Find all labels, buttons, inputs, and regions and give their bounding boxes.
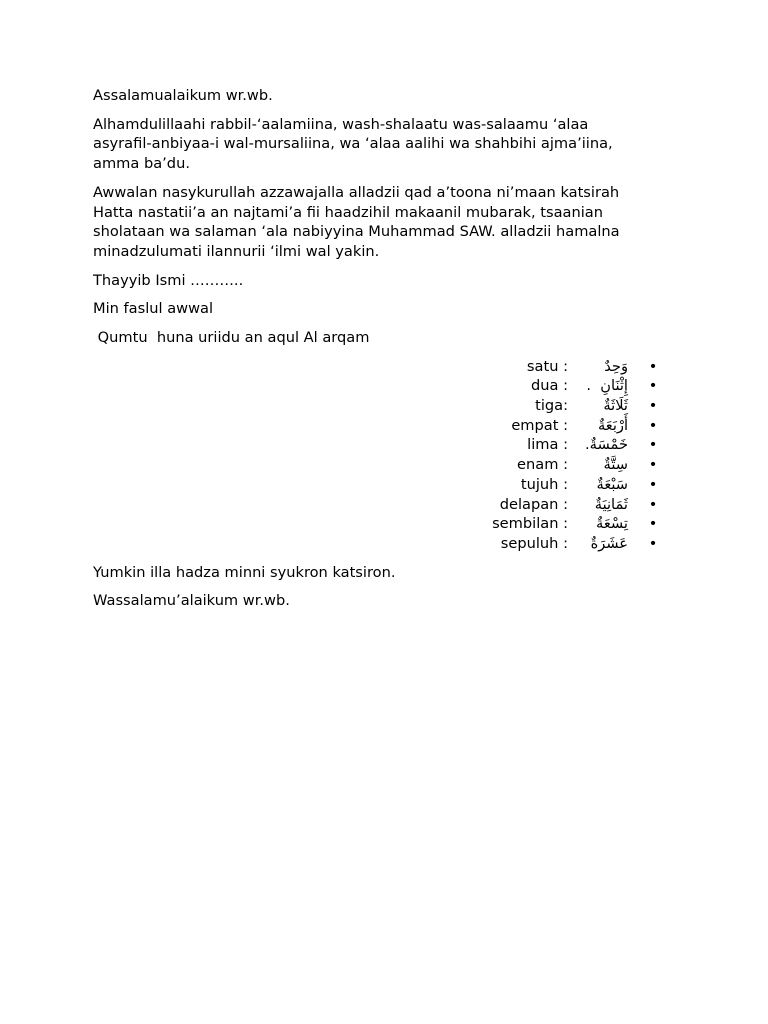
bullet-icon: • (648, 436, 658, 454)
intro-line: Hatta nastatii’a an najtami’a fii haadzihil makaanil mubarak, tsaanian (93, 203, 603, 221)
farewell-line: Wassalamu’alaikum wr.wb. (93, 592, 290, 610)
number-arabic: ثَمَانِيَةٌ (594, 495, 628, 513)
list-item (93, 534, 673, 554)
number-arabic: سَبْعَةٌ (596, 475, 628, 493)
list-item (93, 495, 673, 515)
bullet-icon: • (648, 515, 658, 533)
opening-paragraph (93, 115, 673, 174)
list-item (93, 396, 673, 416)
number-latin: enam : (517, 456, 568, 474)
bullet-icon: • (648, 475, 658, 493)
number-arabic: تِسْعَةٌ (596, 515, 628, 533)
bullet-icon: • (648, 456, 658, 474)
number-latin: sepuluh : (500, 534, 568, 552)
greeting-line: Assalamualaikum wr.wb. (93, 87, 273, 104)
list-item (93, 455, 673, 475)
number-arabic: خَمْسَةٌ. (585, 436, 628, 454)
intro-paragraph (93, 183, 673, 262)
bullet-icon: • (648, 357, 658, 375)
number-latin: delapan : (499, 495, 568, 513)
numbers-intro-line: Qumtu huna uriidu an aqul Al arqam (93, 329, 370, 347)
number-arabic: ثَلَاثَةٌ (603, 397, 628, 415)
list-item (93, 357, 673, 377)
number-latin: sembilan : (492, 515, 568, 533)
list-item (93, 435, 673, 455)
chapter-line: Min faslul awwal (93, 300, 214, 318)
bullet-icon: • (648, 416, 658, 434)
number-arabic: أَرْبَعَةٌ (597, 416, 628, 434)
number-latin: tiga: (535, 397, 568, 415)
intro-line: sholataan wa salaman ‘ala nabiyyina Muhammad SAW. alladzii hamalna (93, 223, 620, 241)
numbers-list (93, 357, 673, 554)
opening-line: Alhamdulillaahi rabbil-‘aalamiina, wash-shalaatu was-salaamu ‘alaa (93, 115, 589, 133)
number-arabic: إِثْنَانِ . (586, 377, 628, 395)
list-item (93, 376, 673, 396)
list-item (93, 416, 673, 436)
bullet-icon: • (648, 397, 658, 415)
number-arabic: سِتَّةٌ (603, 456, 628, 474)
opening-line: amma ba’du. (93, 155, 190, 173)
number-arabic: عَشَرَةٌ (590, 534, 628, 552)
list-item (93, 475, 673, 495)
list-item (93, 514, 673, 534)
closing-line: Yumkin illa hadza minni syukron katsiron. (93, 563, 396, 581)
number-latin: satu : (526, 357, 568, 375)
number-latin: tujuh : (520, 475, 568, 493)
name-line: Thayyib Ismi ……….. (93, 271, 244, 289)
bullet-icon: • (648, 495, 658, 513)
intro-line: Awwalan nasykurullah azzawajalla alladzii qad a’toona ni’maan katsirah (93, 183, 620, 201)
opening-line: asyrafil-anbiyaa-i wal-mursaliina, wa ‘alaa aalihi wa shahbihi ajma’iina, (93, 135, 613, 153)
number-arabic: وَحِدٌ (604, 357, 628, 375)
intro-line: minadzulumati ilannurii ‘ilmi wal yakin. (93, 242, 380, 260)
bullet-icon: • (648, 534, 658, 552)
number-latin: dua : (530, 377, 568, 395)
number-latin: empat : (511, 416, 568, 434)
number-latin: lima : (527, 436, 568, 454)
bullet-icon: • (648, 377, 658, 395)
document-page (93, 86, 673, 620)
